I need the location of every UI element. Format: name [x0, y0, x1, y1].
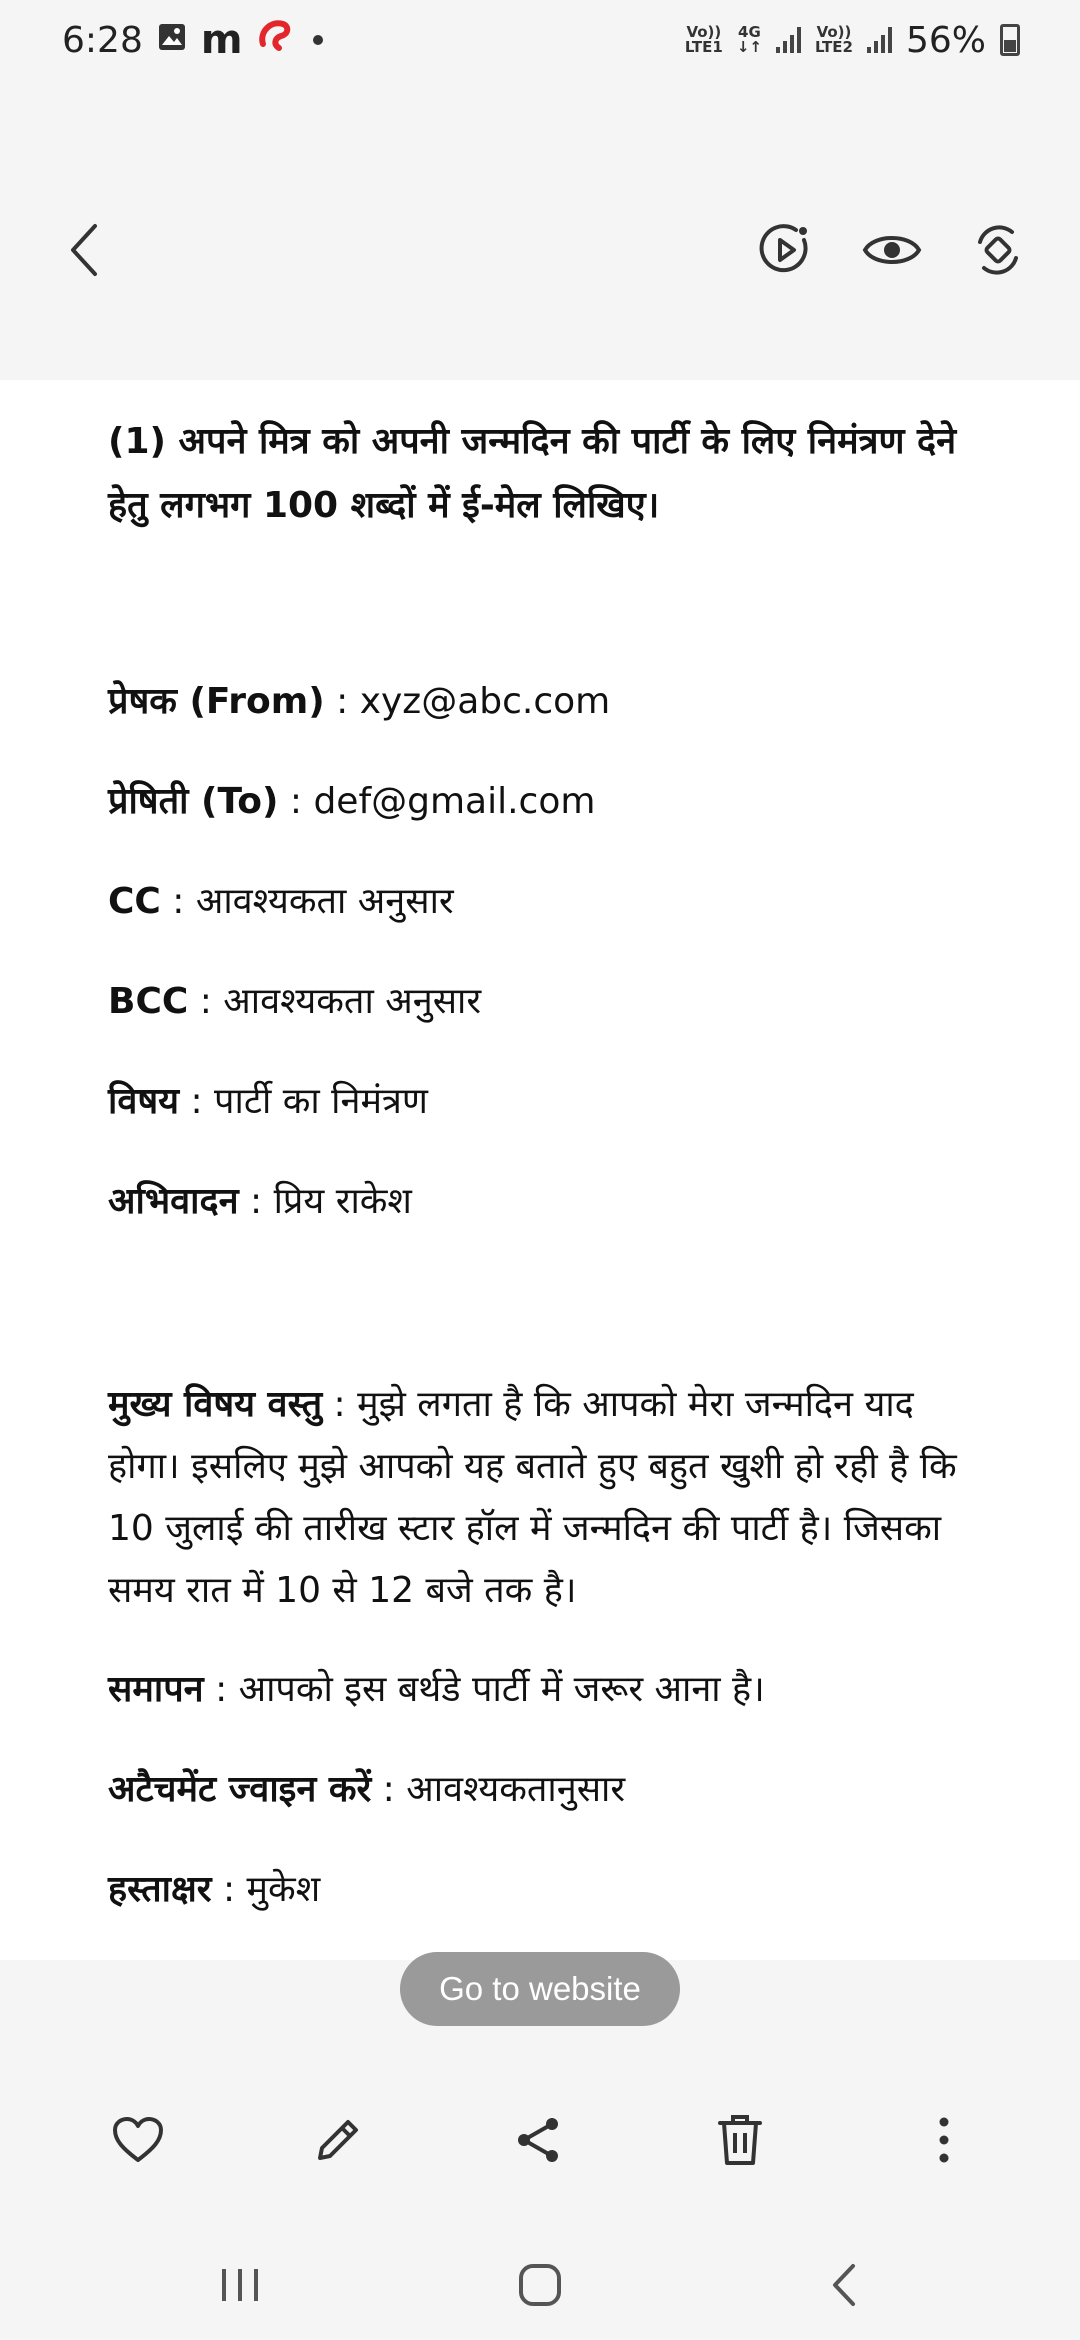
- recents-icon: [218, 2265, 262, 2305]
- volte1-indicator: Vo)) LTE1: [684, 23, 723, 56]
- eye-icon: [862, 228, 922, 272]
- more-options-button[interactable]: [904, 2100, 984, 2180]
- chevron-left-icon: [65, 220, 105, 280]
- email-field-from: प्रेषक (From) : xyz@abc.com: [108, 681, 611, 722]
- volte2-indicator: Vo)) LTE2: [814, 23, 853, 56]
- email-field-bcc: BCC : आवश्यकता अनुसार: [108, 981, 482, 1022]
- go-to-website-button[interactable]: Go to website: [400, 1952, 680, 2026]
- battery-percent: 56%: [905, 19, 986, 61]
- email-document-image: [0, 380, 1080, 1960]
- rotate-icon: [970, 222, 1026, 278]
- signal2-icon: [867, 27, 892, 53]
- gallery-notification-icon: [157, 20, 187, 61]
- edit-button[interactable]: [298, 2100, 378, 2180]
- remaster-button[interactable]: [746, 210, 826, 290]
- delete-icon: [716, 2113, 764, 2167]
- email-field-signature: हस्ताक्षर : मुकेश: [108, 1869, 321, 1910]
- heart-icon: [112, 2116, 164, 2164]
- 4g-indicator: 4G ↓↑: [736, 23, 762, 56]
- system-nav-bar: [0, 2230, 1080, 2340]
- email-field-greeting: अभिवादन : प्रिय राकेश: [108, 1181, 412, 1222]
- nav-back-button[interactable]: [804, 2250, 884, 2320]
- favorite-button[interactable]: [98, 2100, 178, 2180]
- m-app-icon: m: [200, 17, 243, 63]
- status-right: [685, 20, 1020, 61]
- email-main-body: मुख्य विषय वस्तु : मुझे लगता है कि आपको मेरा जन्मदिन याद होगा। इसलिए मुझे आपको यह बताते हुए बहुत खुशी हो रही है कि 10 जुलाई की तारीख स्टार हॉल में जन्मदिन की पार्टी है। जिसका समय रात में 10 से 12 बजे तक है।: [108, 1384, 957, 1611]
- question-heading: (1) अपने मित्र को अपनी जन्मदिन की पार्टी के लिए निमंत्रण देने हेतु लगभग 100 शब्दों में ई-मेल लिखिए।: [108, 421, 957, 526]
- email-field-to: प्रेषिती (To) : def@gmail.com: [108, 781, 596, 822]
- view-button[interactable]: [852, 210, 932, 290]
- battery-icon: [1000, 24, 1020, 56]
- status-left: [62, 17, 323, 63]
- rotate-button[interactable]: [958, 210, 1038, 290]
- status-bar: [0, 0, 1080, 80]
- share-button[interactable]: [498, 2100, 578, 2180]
- bottom-toolbar: [0, 2090, 1080, 2190]
- email-field-attachment: अटैचमेंट ज्वाइन करें : आवश्यकतानुसार: [108, 1769, 626, 1810]
- notification-dot-icon: [313, 35, 323, 45]
- airtel-icon: [257, 18, 293, 63]
- email-field-closing: समापन : आपको इस बर्थडे पार्टी में जरूर आना है।: [108, 1669, 765, 1710]
- back-button[interactable]: [45, 210, 125, 290]
- home-icon: [517, 2262, 563, 2308]
- email-field-cc: CC : आवश्यकता अनुसार: [108, 881, 454, 922]
- back-icon: [829, 2262, 859, 2308]
- signal1-icon: [776, 27, 801, 53]
- edit-icon: [312, 2114, 364, 2166]
- share-icon: [512, 2114, 564, 2166]
- clock: 6:28: [62, 19, 143, 61]
- delete-button[interactable]: [700, 2100, 780, 2180]
- home-button[interactable]: [500, 2250, 580, 2320]
- viewer-toolbar: [0, 80, 1080, 380]
- email-field-subject: विषय : पार्टी का निमंत्रण: [108, 1081, 428, 1122]
- play-circle-icon: [758, 222, 814, 278]
- recents-button[interactable]: [200, 2250, 280, 2320]
- more-icon: [934, 2114, 954, 2166]
